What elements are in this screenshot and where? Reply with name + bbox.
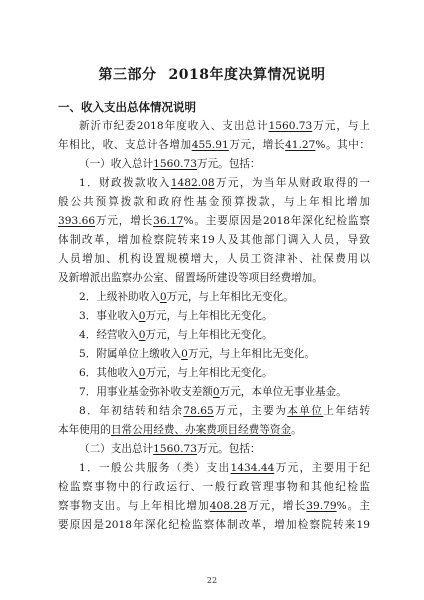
underlined-value: 本单位 bbox=[287, 405, 324, 417]
underlined-value: 1560.73 bbox=[153, 158, 197, 170]
text-line bbox=[58, 174, 370, 193]
underlined-value: 0 bbox=[212, 386, 220, 398]
text-line bbox=[58, 478, 370, 497]
underlined-value: 1482.08 bbox=[170, 177, 215, 189]
text-segment: 1．一般公共服务（类）支出 bbox=[79, 462, 231, 474]
text-segment: %。主 bbox=[336, 500, 370, 512]
text-segment: %。其中： bbox=[315, 139, 371, 151]
text-line bbox=[58, 307, 370, 326]
text-segment: %。主要原因是2018年深化纪检监察 bbox=[183, 215, 370, 227]
text-segment: 5．附属单位上缴收入 bbox=[79, 348, 182, 360]
underlined-value: 1560.73 bbox=[153, 443, 197, 455]
text-segment: 4．经营收入 bbox=[79, 329, 139, 341]
text-line bbox=[58, 364, 370, 383]
underlined-value: 0 bbox=[138, 310, 146, 322]
underlined-value: 0 bbox=[138, 367, 146, 379]
text-line bbox=[58, 459, 370, 478]
text-segment: 万元，与上 bbox=[312, 120, 370, 132]
text-segment: 万元，与上年相比无变化。 bbox=[145, 310, 273, 322]
underlined-value: 408.28 bbox=[209, 500, 247, 512]
text-segment: 万元，与上年相比无变化。 bbox=[166, 291, 294, 303]
underlined-value: 36.17 bbox=[153, 215, 184, 227]
text-segment: 万元，与上年相比无变化。 bbox=[187, 348, 315, 360]
text-segment: 检监察事物中的行政运行、一般行政管理事物和其他纪检监 bbox=[58, 481, 370, 493]
text-segment: 新沂市纪委2018年度收入、支出总计 bbox=[79, 120, 269, 132]
text-segment: 万元，增长 bbox=[95, 215, 154, 227]
text-segment: 1．财政拨款收入 bbox=[79, 177, 171, 189]
text-segment: 要原因是2018年深化纪检监察体制改革，增加检察院转来19 bbox=[58, 519, 370, 531]
text-line bbox=[58, 421, 370, 440]
text-line bbox=[58, 326, 370, 345]
underlined-value: 1560.73 bbox=[268, 120, 313, 132]
underlined-value: 455.91 bbox=[191, 139, 229, 151]
text-line bbox=[58, 117, 370, 136]
underlined-value: 0 bbox=[159, 291, 167, 303]
text-segment: 万元，本单位无事业基金。 bbox=[219, 386, 347, 398]
text-line bbox=[58, 231, 370, 250]
text-line bbox=[58, 440, 370, 459]
text-segment: 上年结转 bbox=[323, 405, 371, 417]
text-segment: 万元，与上年相比无变化。 bbox=[145, 367, 273, 379]
underlined-value: 41.27 bbox=[285, 139, 316, 151]
text-segment: 万元，增长 bbox=[228, 139, 286, 151]
text-segment: 万元，增长 bbox=[246, 500, 307, 512]
underlined-value: 1434.44 bbox=[230, 462, 275, 474]
page-title bbox=[0, 64, 424, 84]
underlined-value: 39.79 bbox=[306, 500, 337, 512]
text-segment: 万元。包括： bbox=[196, 158, 261, 170]
text-line bbox=[58, 250, 370, 269]
text-line bbox=[58, 269, 370, 288]
text-line bbox=[58, 155, 370, 174]
text-segment: 人员增加、机构设置规模增大，人员工资津补、社保费用以 bbox=[58, 253, 370, 265]
text-segment: 万元，为当年从财政取得的一 bbox=[214, 177, 370, 189]
text-segment: 察事物支出。与上年相比增加 bbox=[58, 500, 210, 512]
text-segment: 8．年初结转和结余 bbox=[79, 405, 184, 417]
text-segment: 万元，主要为 bbox=[213, 405, 288, 417]
text-line bbox=[58, 402, 370, 421]
text-segment: 万元，主要用于纪 bbox=[274, 462, 370, 474]
text-segment: （二）支出总计 bbox=[79, 443, 154, 455]
text-line bbox=[58, 383, 370, 402]
title-main: 2018年度决算情况说明 bbox=[168, 67, 326, 83]
underlined-value: 78.65 bbox=[183, 405, 214, 417]
text-segment: 万元。包括： bbox=[196, 443, 261, 455]
body-text bbox=[58, 117, 370, 535]
text-segment: 万元，与上年相比无变化。 bbox=[145, 329, 273, 341]
section-heading: 一、收入支出总体情况说明 bbox=[58, 100, 196, 114]
text-line bbox=[58, 212, 370, 231]
text-line bbox=[58, 288, 370, 307]
text-segment: 年相比，收、支总计各增加 bbox=[58, 139, 192, 151]
page-number: 22 bbox=[206, 576, 218, 585]
text-line bbox=[58, 497, 370, 516]
text-segment: （一）收入总计 bbox=[79, 158, 154, 170]
text-segment: 3．事业收入 bbox=[79, 310, 139, 322]
text-segment: 及新增派出监察办公室、留置场所建设等项目经费增加。 bbox=[58, 272, 323, 284]
underlined-value: 日常公用经费、办案费项目经费等资金 bbox=[110, 424, 292, 436]
text-line bbox=[58, 136, 370, 155]
text-segment: 般公共预算拨款和政府性基金预算拨款，与上年相比增加 bbox=[58, 196, 370, 208]
underlined-value: 393.66 bbox=[58, 215, 96, 227]
text-segment: 体制改革，增加检察院转来19人及其他部门调入人员，导致 bbox=[58, 234, 370, 246]
text-line bbox=[58, 193, 370, 212]
text-segment: 7．用事业基金弥补收支差额 bbox=[79, 386, 213, 398]
text-segment: 2．上级补助收入 bbox=[79, 291, 160, 303]
text-segment: 6．其他收入 bbox=[79, 367, 139, 379]
underlined-value: 0 bbox=[181, 348, 188, 360]
text-line bbox=[58, 345, 370, 364]
text-segment: 本年使用的 bbox=[58, 424, 111, 436]
text-line bbox=[58, 516, 370, 535]
underlined-value: 0 bbox=[138, 329, 146, 341]
text-segment: 。 bbox=[291, 424, 302, 436]
title-part: 第三部分 bbox=[98, 67, 157, 83]
